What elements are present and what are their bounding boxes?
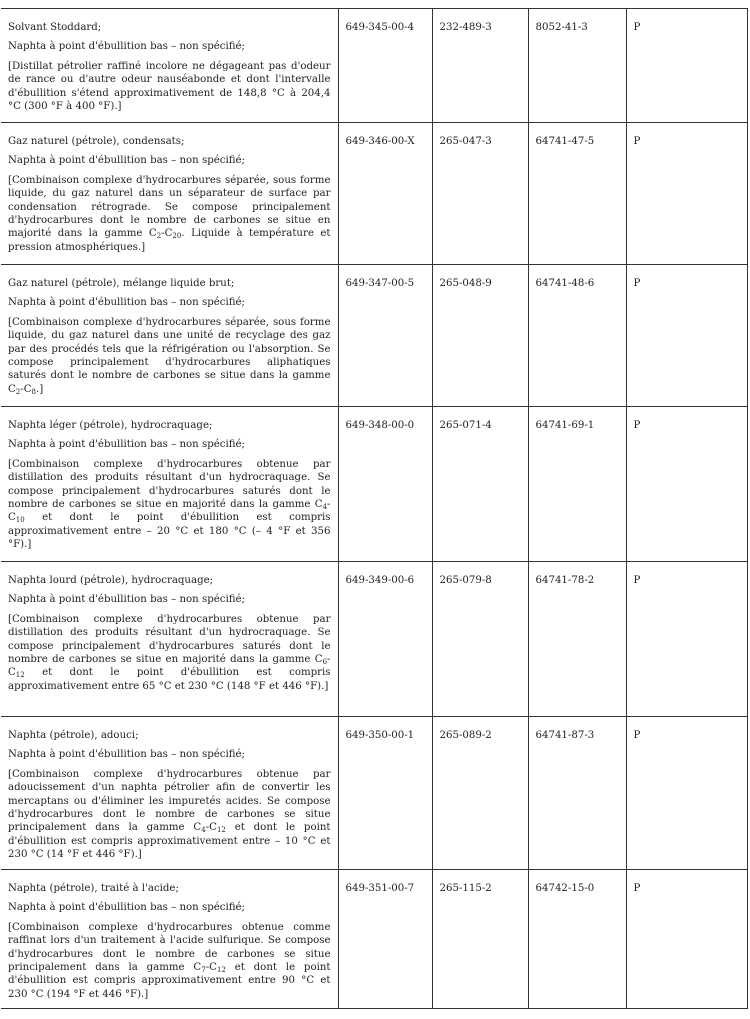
note-code: P xyxy=(626,562,747,717)
substance-class: Naphta à point d'ébullition bas – non spécifié; xyxy=(8,297,245,309)
substance-class: Naphta à point d'ébullition bas – non spécifié; xyxy=(8,749,245,761)
cas-number: 64742-15-0 xyxy=(528,870,626,1009)
index-number: 649-350-00-1 xyxy=(338,717,432,870)
cas-number: 64741-47-5 xyxy=(528,123,626,265)
index-number: 649-346-00-X xyxy=(338,123,432,265)
note-code: P xyxy=(626,870,747,1009)
table-row xyxy=(1,265,747,407)
substance-description-cell xyxy=(1,717,338,870)
substance-name: Naphta lourd (pétrole), hydrocraquage; xyxy=(8,575,214,586)
table-row xyxy=(1,717,747,870)
cas-number: 64741-78-2 xyxy=(528,562,626,717)
table-row xyxy=(1,870,747,1009)
note-code: P xyxy=(626,123,747,265)
index-number: 649-349-00-6 xyxy=(338,562,432,717)
substance-description-cell xyxy=(1,123,338,265)
substance-class: Naphta à point d'ébullition bas – non spécifié; xyxy=(8,155,245,167)
note-code: P xyxy=(626,717,747,870)
index-number: 649-348-00-0 xyxy=(338,407,432,562)
substance-definition: [Combinaison complexe d'hydrocarbures obtenue comme raffinat lors d'un traitement à l'acide sulfurique. Se compose d'hydrocarbures dont le nombre de carbones se situe principalement dans la gamme $C_7-C_{12}$ et dont le point d'ébullition est compris approximativement entre 90 °C et 230 °C (194 °F et 446 °F).] xyxy=(8,921,331,1000)
index-number: 649-351-00-7 xyxy=(338,870,432,1009)
ec-number: 265-071-4 xyxy=(432,407,528,562)
table-row xyxy=(1,123,747,265)
substance-definition: [Combinaison complexe d'hydrocarbures séparée, sous forme liquide, du gaz naturel dans un séparateur de surface par condensation rétrograde. Se compose principalement d'hydrocarbures dont le nombre de carbones se situe en majorité dans la gamme $C_2-C_{20}$. Liquide à température et pression atmosphériques.] xyxy=(8,174,331,253)
cas-number: 64741-87-3 xyxy=(528,717,626,870)
substance-name: Naphta (pétrole), adouci; xyxy=(8,730,139,741)
table-row xyxy=(1,9,747,123)
cas-number: 8052-41-3 xyxy=(528,9,626,123)
substance-name: Gaz naturel (pétrole), mélange liquide brut; xyxy=(8,278,235,289)
ec-number: 265-115-2 xyxy=(432,870,528,1009)
substance-definition: [Combinaison complexe d'hydrocarbures obtenue par adoucissement d'un naphta pétrolier afin de convertir les mercaptans ou d'éliminer les impuretés acides. Se compose d'hydrocarbures dont le nombre de carbones se situe principalement dans la gamme $C_4-C_{12}$ et dont le point d'ébullition est compris approximativement entre – 10 °C et 230 °C (14 °F et 446 °F).] xyxy=(8,768,331,861)
substance-description-cell xyxy=(1,265,338,407)
ec-number: 232-489-3 xyxy=(432,9,528,123)
table-row xyxy=(1,562,747,717)
note-code: P xyxy=(626,9,747,123)
substance-name: Solvant Stoddard; xyxy=(8,22,102,33)
substance-class: Naphta à point d'ébullition bas – non spécifié; xyxy=(8,439,245,451)
substance-definition: [Distillat pétrolier raffiné incolore ne dégageant pas d'odeur de rance ou d'autre odeur nauséabonde et dont l'intervalle d'ébullition s'étend approximativement de 148,8 °C à 204,4 °C (300 °F à 400 °F).] xyxy=(8,60,331,113)
substance-definition: [Combinaison complexe d'hydrocarbures obtenue par distillation des produits résultant d'un hydrocraquage. Se compose principalement d'hydrocarbures saturés dont le nombre de carbones se situe en majorité dans la gamme $C_4-C_{10}$ et dont le point d'ébullition est compris approximativement entre – 20 °C et 180 °C (– 4 °F et 356 °F).] xyxy=(8,458,331,551)
substance-class: Naphta à point d'ébullition bas – non spécifié; xyxy=(8,41,245,53)
note-code: P xyxy=(626,265,747,407)
ec-number: 265-047-3 xyxy=(432,123,528,265)
index-number: 649-347-00-5 xyxy=(338,265,432,407)
substance-table xyxy=(1,8,748,1009)
ec-number: 265-079-8 xyxy=(432,562,528,717)
index-number: 649-345-00-4 xyxy=(338,9,432,123)
substance-class: Naphta à point d'ébullition bas – non spécifié; xyxy=(8,902,245,914)
ec-number: 265-089-2 xyxy=(432,717,528,870)
substance-description-cell xyxy=(1,870,338,1009)
substance-name: Naphta (pétrole), traité à l'acide; xyxy=(8,883,179,894)
cas-number: 64741-48-6 xyxy=(528,265,626,407)
substance-description-cell xyxy=(1,9,338,123)
substance-definition: [Combinaison complexe d'hydrocarbures séparée, sous forme liquide, du gaz naturel dans une unité de recyclage des gaz par des procédés tels que la réfrigération ou l'absorption. Se compose principalement d'hydrocarbures aliphatiques saturés dont le nombre de carbones se situe dans la gamme $C_2-C_8$.] xyxy=(8,316,331,396)
substance-name: Naphta léger (pétrole), hydrocraquage; xyxy=(8,420,213,431)
substance-description-cell xyxy=(1,562,338,717)
ec-number: 265-048-9 xyxy=(432,265,528,407)
substance-description-cell xyxy=(1,407,338,562)
cas-number: 64741-69-1 xyxy=(528,407,626,562)
substance-class: Naphta à point d'ébullition bas – non spécifié; xyxy=(8,594,245,606)
table-row xyxy=(1,407,747,562)
substance-definition: [Combinaison complexe d'hydrocarbures obtenue par distillation des produits résultant d'un hydrocraquage. Se compose principalement d'hydrocarbures saturés dont le nombre de carbones se situe en majorité dans la gamme $C_6-C_{12}$ et dont le point d'ébullition est compris approximativement entre 65 °C et 230 °C (148 °F et 446 °F).] xyxy=(8,613,331,692)
note-code: P xyxy=(626,407,747,562)
substance-name: Gaz naturel (pétrole), condensats; xyxy=(8,136,185,147)
